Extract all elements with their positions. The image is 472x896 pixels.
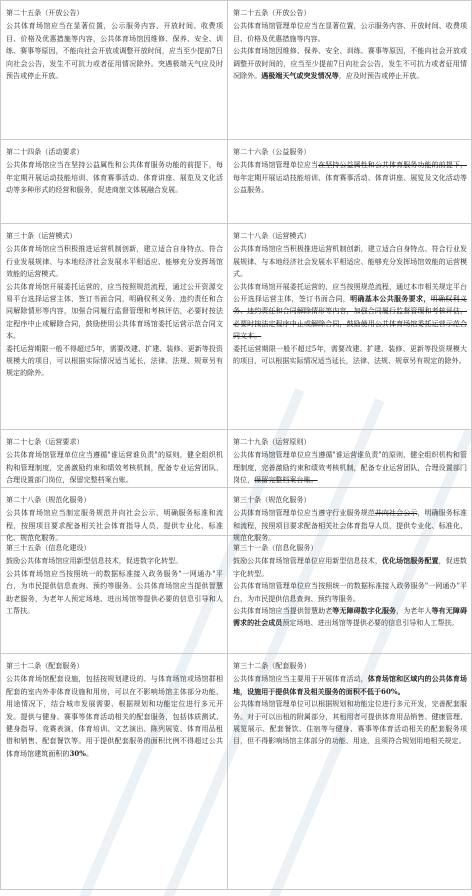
text-run: 每年定期开展运动技能培训、体育赛事活动、体育讲座、展览及文化活动等公益服务。 [233, 173, 467, 195]
text-run: 公共体育场馆应当积极推进运营机制创新，建立适合自身特点、符合行业发展规律、与本地经济社会发展水平相适应、能够充分发挥场馆效能的运营模式。 [233, 245, 467, 279]
emphasis-text: 体育场馆和区域内的公共体育场地，设施用于提供体育及相关服务的面积不低于60%。 [233, 674, 467, 696]
text-run: 公共体育场馆应当制定服务规范并向社会公示，明确服务标准和流程，按照项目要求配备相关社会体育指导人员，提供专业化、标准化、规范化服务。 [6, 509, 223, 543]
deleted-text: 明确权利义务、违约责任和合同解除情形等内容，加强合同履行监督管理和考核评估，必要时按法定程序中止或解除合同，鼓励使用公共体育场馆委托运营示范合同文本。 [233, 295, 467, 341]
article-paragraph [6, 449, 223, 486]
text-run: 预定场地、进出场馆等提供必要的信息引导和人工帮扶。 [282, 619, 459, 628]
article-heading: 第二十七条（运营要求） [6, 438, 84, 446]
article-heading: 第二十六条（公益服务） [233, 148, 311, 156]
article-paragraph [233, 281, 467, 343]
text-run: 委托运营期限一般不超过5年，需要改建、扩建、装修、更新等投资规模大的项目，可以根据实际情况适当延长，法律、法规、规章另有规定的除外。 [233, 344, 467, 366]
text-run: 公共体育场馆管理单位应当 [233, 161, 319, 170]
deleted-text: 并向社会公示 [374, 509, 418, 518]
article-heading: 第三十二条（配套服务） [6, 662, 84, 670]
text-run: 委托运营期限一般不得超过5年，需要改建、扩建、装修、更新等投资规模大的项目，可以根据实际情况适当延长，法律、法规、规章另有规定的除外。 [6, 344, 223, 378]
article-paragraph [233, 605, 467, 630]
emphasis-text: 明确基本公共服务要求， [350, 294, 431, 304]
text-run: 公共体育场馆管理单位应当遵循"谁运营谁负责"的原则，健全组织机构和管理制度，完善激励约束和绩效考核机制，配备专业运营团队，合理设置部门岗位， [233, 451, 467, 485]
article-paragraph [6, 20, 223, 82]
emphasis-text: 等有无障碍需求的社会成员 [233, 606, 468, 628]
table-cell-left [0, 140, 228, 224]
text-run: ，应及时预告或停止开放。 [338, 72, 424, 81]
article-heading: 第二十九条（运营原则） [233, 438, 311, 446]
text-run: 公共体育场馆应当在坚持公益属性和公共体育服务功能的前提下，每年定期开展运动技能培训、体育赛事活动、体育讲座、展览及文化活动等多种形式的经营和服务，促进商旅文体展融合发展。 [6, 161, 223, 195]
table-cell-left [0, 536, 228, 654]
emphasis-text: 遇极端天气或突发情况等 [261, 71, 339, 81]
text-run: ，明确服务标准和流程，按照项目要求配备相关社会体育指导人员，提供专业化、标准化、规范化服务。 [233, 509, 468, 543]
article-heading: 第三十二条（配套服务） [233, 662, 311, 670]
text-run: 公共体育场馆管理单位可以根据规划和功能定位进行多元开发，完善配套服务。对于可以出租的附属部分，其租用者可提供体育用品销售、健康管理、展览展示、配套餐饮、住宿等与健身、赛事等体育活动相关的配套服务项目，但不得影响场馆主体部分的功能、用途，且须符合规划用地相关规定。 [233, 700, 467, 746]
text-run: 公共体育场馆应当主要用于开展体育活动， [233, 675, 368, 684]
article-heading: 第二十八条（运营模式） [233, 232, 311, 240]
article-paragraph [233, 45, 467, 82]
article-heading: 第三十一条（信息化服务） [233, 544, 318, 552]
article-heading: 第三十五条（信息化建设） [6, 544, 91, 552]
table-cell-right [228, 488, 472, 543]
article-paragraph [233, 20, 467, 45]
article-paragraph [6, 673, 223, 760]
article-heading: 第二十四条（活动要求） [6, 148, 84, 156]
text-run: 公共体育场馆因维修、保养、安全、训练、赛事等原因，不能向社会开放或调整开放时间的，应当至少提前7日向社会公告，发生不可抗力或者征用情况除外。 [233, 47, 467, 81]
text-run: 公共体育场馆开展委托运营的，应当按照规范流程，通过公开资源交易平台选择运营主体，签订书面合同，明确权利义务、违约责任和合同解除情形等内容，加强合同履行监督管理和考核评估，必要时按法定程序中止或解除合同，鼓励使用公共体育场馆委托运营示范合同文本。 [6, 282, 223, 341]
table-cell-right [228, 430, 472, 488]
emphasis-text: 优化场馆服务配置 [381, 556, 439, 566]
table-cell-left [0, 654, 228, 890]
text-run: 鼓励公共体育场馆应用新型信息技术，促进数字化转型。 [6, 557, 183, 566]
text-run: ，为老年人 [396, 607, 432, 616]
article-paragraph [233, 555, 467, 580]
text-run: 公共体育场馆配套设施，包括按规划建设的、与体育场馆或场馆群相配套的室内外非体育设施和用房，可以在不影响场馆主体部分功能、用途情况下，结合城市发展需要、根据规划和功能定位进行多元开发。提供与健身、赛事等体育活动相关的配套服务，包括体质测试、健身指导、竞赛表演、体育培训、文艺演出、陈列展览、体育用品租借和销售、配套餐饮等。用于提供配套服务的面积比例不得超过公共体育场馆建筑面积的 [6, 675, 223, 758]
table-cell-left [0, 488, 228, 543]
table-cell-right [228, 0, 472, 140]
article-paragraph [6, 343, 223, 380]
text-run: 公共体育场馆管理单位应当遵守行业服务规范 [233, 509, 375, 518]
article-heading: 第二十八条（规范化服务） [6, 496, 91, 504]
article-paragraph [6, 159, 223, 196]
emphasis-text: 30% [69, 748, 86, 758]
text-run: 公共体育场馆开展委托运营的，应当按照规范流程，通过本市相关规定平台公开选择运营主体，签订书面合同， [233, 282, 467, 304]
text-run: 公共体育场馆管理单位应当遵循"谁运营谁负责"的原则，健全组织机构和管理制度，完善激励约束和绩效考核机制，配备专业运营团队，合理设置部门岗位，保留完整档案台账。 [6, 451, 223, 485]
text-run: 。 [86, 749, 94, 758]
article-paragraph [233, 449, 467, 486]
article-heading: 第三十条（规范化服务） [233, 496, 311, 504]
table-cell-left [0, 430, 228, 488]
text-run: 公共体育场馆管理单位应当在显著位置，公示服务内容、开放时间、收费项目、价格及优惠措施等内容。 [233, 22, 467, 43]
deleted-text: 保留完整档案台账。 [254, 476, 318, 485]
table-cell-left [0, 0, 228, 140]
table-cell-right [228, 654, 472, 890]
article-paragraph [6, 243, 223, 280]
text-run: 公共体育场馆应当在显著位置，公示服务内容、开放时间、收费项目、价格及优惠措施等内容，公共体育场馆因维修、保养、安全、训练、赛事等原因，不能向社会开放或调整开放时间，应当至少提前7日向社会公告，发生不可抗力或者征用情况除外。突遇极端天气应及时预告或停止开放。 [6, 22, 223, 81]
text-run: 公共体育场馆应当提供智慧助老 [233, 607, 333, 616]
table-cell-left [0, 224, 228, 430]
article-heading: 第二十五条（开放公告） [6, 9, 84, 17]
article-paragraph [233, 159, 467, 196]
article-paragraph [233, 673, 467, 698]
emphasis-text: 等无障碍数字化服务 [332, 606, 397, 616]
article-heading: 第三十条（运营模式） [6, 232, 77, 240]
article-paragraph [6, 555, 223, 567]
text-run: ，促进数字化转型。 [233, 557, 467, 578]
table-cell-right [228, 536, 472, 654]
article-heading: 第二十五条（开放公告） [233, 9, 311, 17]
article-paragraph [233, 580, 467, 605]
text-run: 公共体育场馆管理单位应当按照统一的数据标准接入政务服务"一网通办"平台，为市民提供信息查询、预约等服务。 [233, 582, 467, 603]
table-cell-right [228, 224, 472, 430]
article-paragraph [6, 281, 223, 343]
article-paragraph [233, 698, 467, 748]
deleted-text: 在坚持公益属性和公共体育服务功能的前提下， [318, 161, 467, 170]
text-run: 公共体育场馆应当积极推进运营机制创新，建立适合自身特点、符合行业发展规律、与本地经济社会发展水平相适应、能够充分发挥场馆效能的运营模式。 [6, 245, 223, 279]
table-cell-right [228, 140, 472, 224]
text-run: 公共体育场馆应当按照统一的数据标准接入政务服务"一网通办"平台，为市民提供信息查询、预约等服务。公共体育场馆应当提供智慧助老服务，为老年人预定场地、进出场馆等提供必要的信息引导和人工帮扶。 [6, 569, 223, 616]
text-run: 鼓励公共体育场馆管理单位应用新型信息技术， [233, 557, 382, 566]
article-paragraph [6, 568, 223, 618]
article-paragraph [233, 343, 467, 368]
article-paragraph [233, 243, 467, 280]
